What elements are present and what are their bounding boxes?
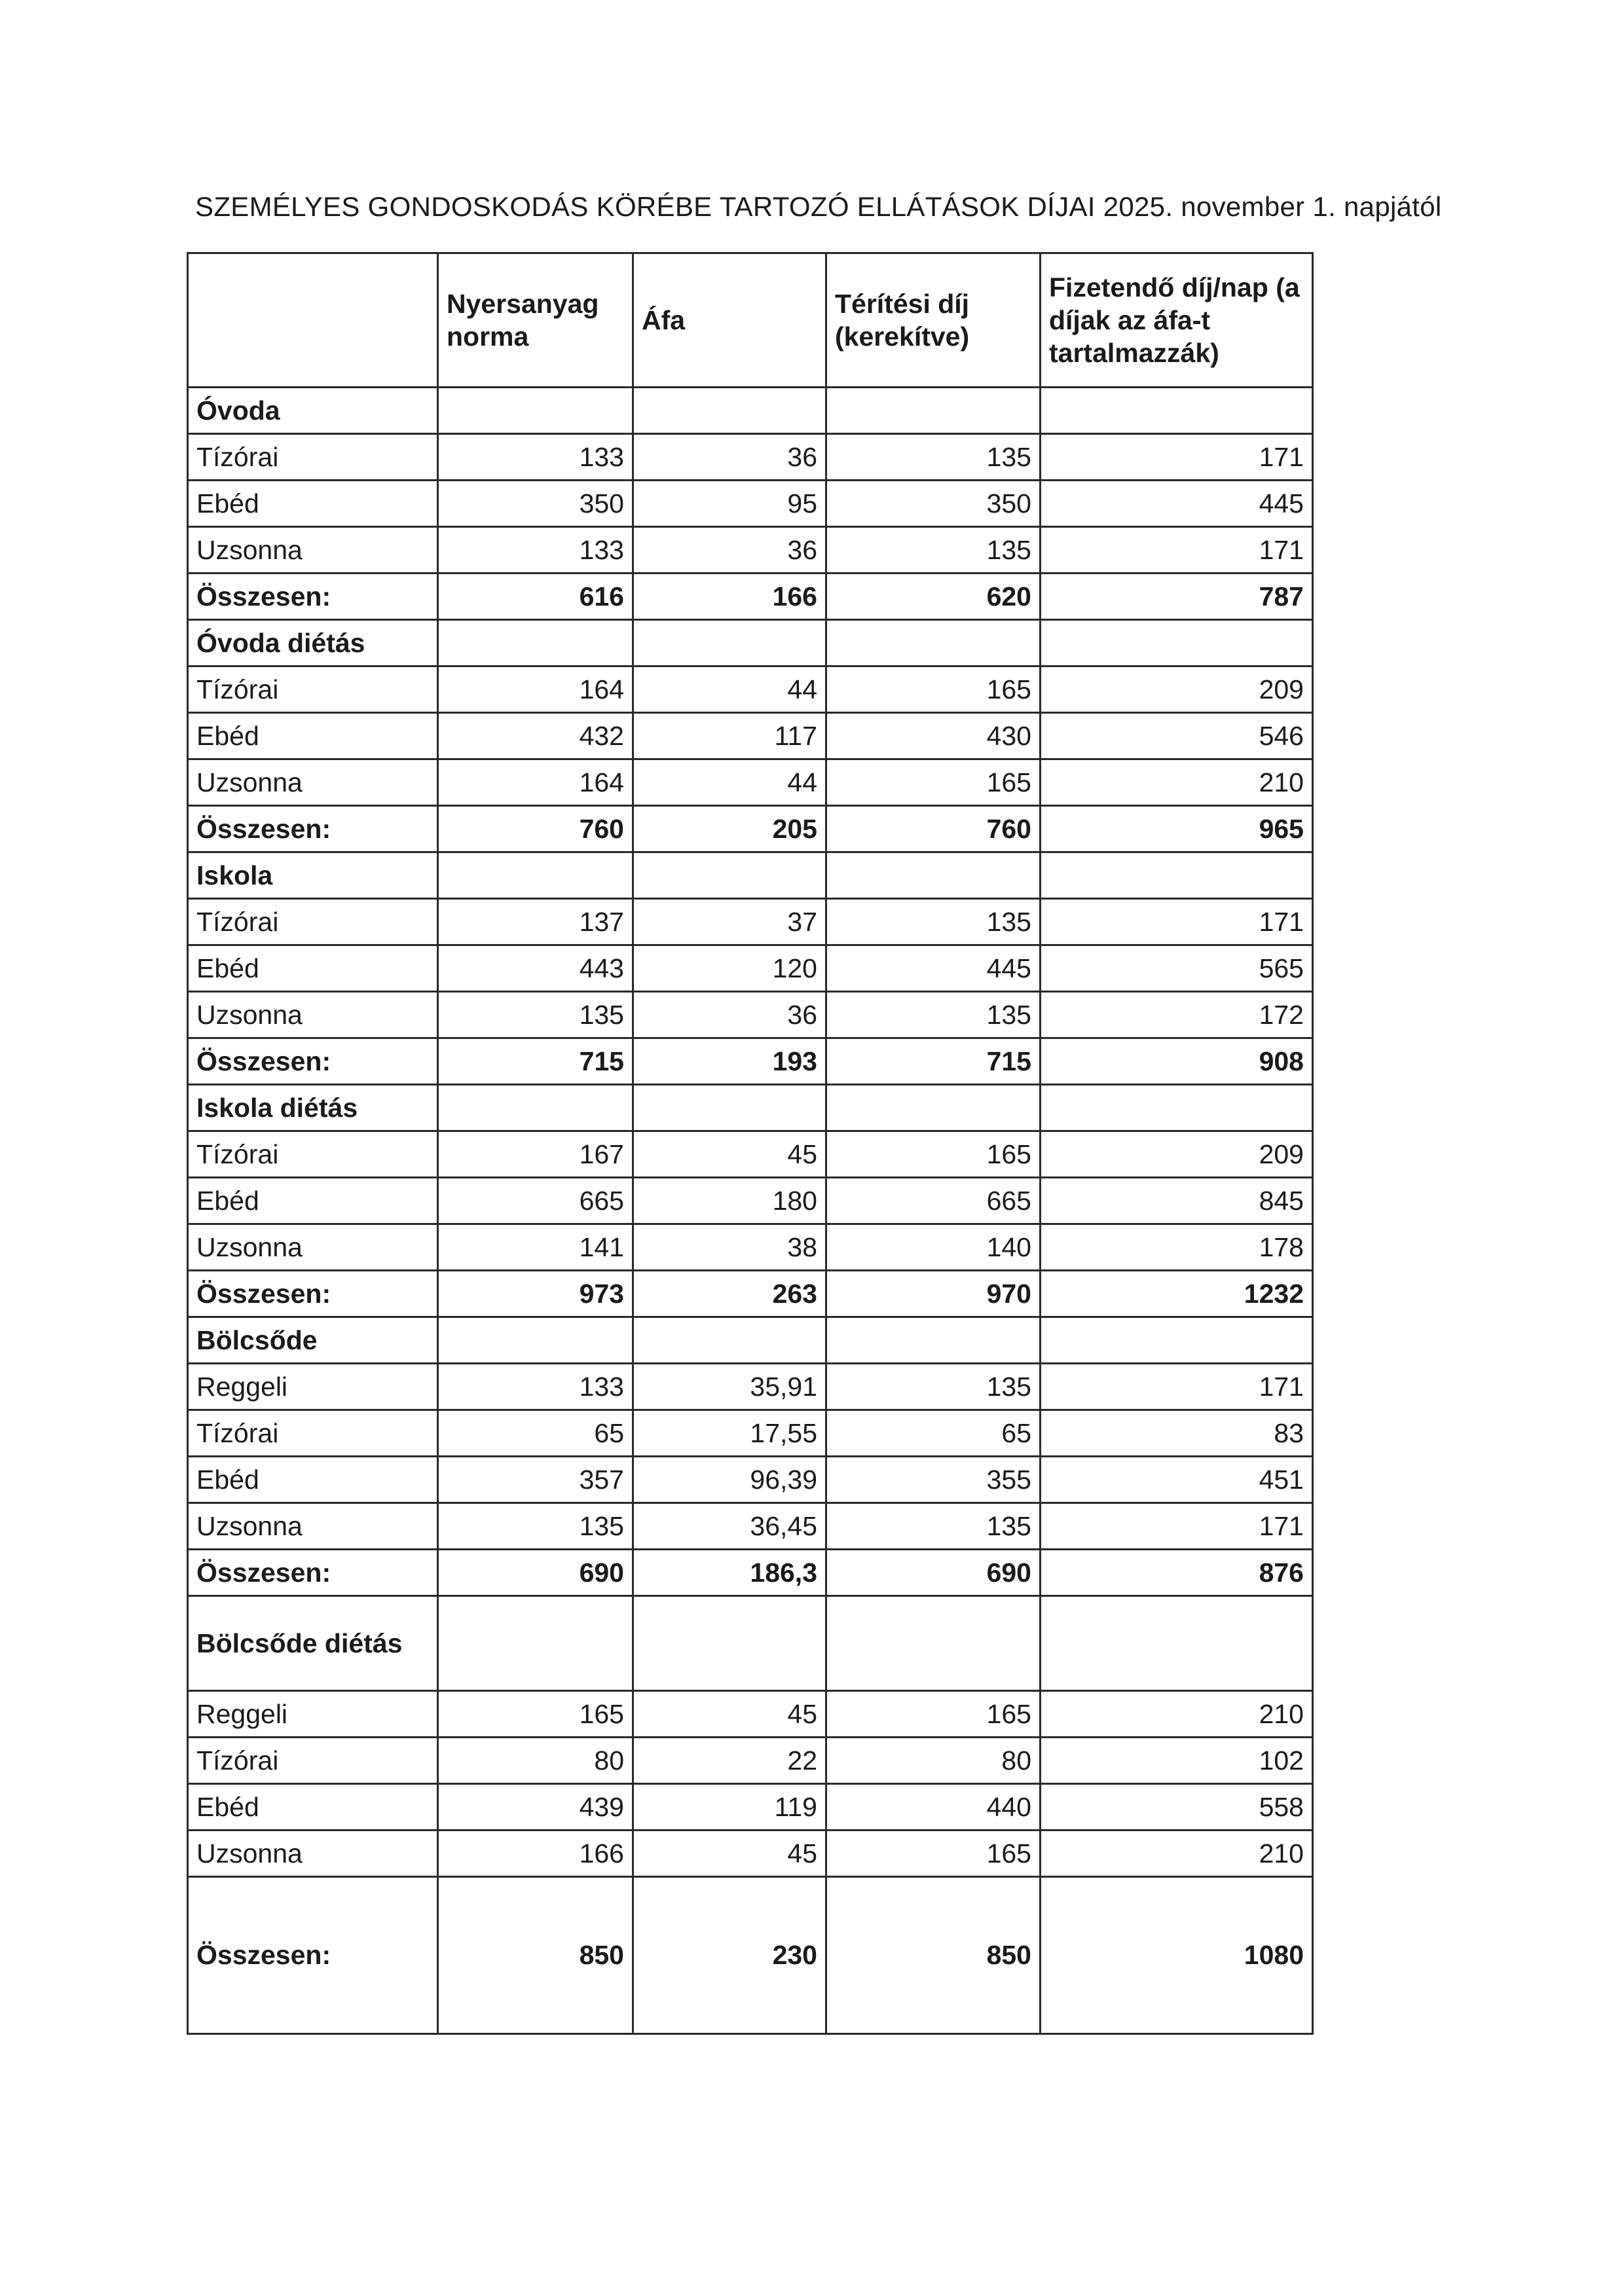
value-cell: 171 xyxy=(1041,1503,1313,1550)
value-cell: 973 xyxy=(438,1271,633,1317)
value-cell: 430 xyxy=(826,713,1041,759)
row-label: Tízórai xyxy=(188,666,438,713)
header-cell xyxy=(188,253,438,388)
value-cell: 135 xyxy=(826,899,1041,945)
value-cell: 80 xyxy=(438,1738,633,1784)
header-cell: Fizetendő díj/nap (a díjak az áfa-t tartalmazzák) xyxy=(1041,253,1313,388)
value-cell: 186,3 xyxy=(633,1550,826,1596)
value-cell xyxy=(1041,620,1313,666)
table-row xyxy=(188,1131,1313,1178)
value-cell: 17,55 xyxy=(633,1410,826,1457)
value-cell: 1232 xyxy=(1041,1271,1313,1317)
value-cell: 164 xyxy=(438,759,633,806)
table-row xyxy=(188,1503,1313,1550)
table-row xyxy=(188,1178,1313,1224)
value-cell: 845 xyxy=(1041,1178,1313,1224)
section-row xyxy=(188,1317,1313,1364)
value-cell: 133 xyxy=(438,527,633,574)
value-cell xyxy=(826,852,1041,899)
value-cell: 210 xyxy=(1041,1831,1313,1877)
value-cell: 965 xyxy=(1041,806,1313,852)
value-cell: 135 xyxy=(438,1503,633,1550)
value-cell: 117 xyxy=(633,713,826,759)
table-row xyxy=(188,1224,1313,1271)
table-row xyxy=(188,1457,1313,1503)
value-cell: 171 xyxy=(1041,899,1313,945)
row-label: Ebéd xyxy=(188,1784,438,1831)
value-cell: 546 xyxy=(1041,713,1313,759)
table-row xyxy=(188,481,1313,527)
value-cell: 133 xyxy=(438,1364,633,1410)
value-cell: 36,45 xyxy=(633,1503,826,1550)
value-cell: 165 xyxy=(826,759,1041,806)
table-row xyxy=(188,1784,1313,1831)
value-cell: 180 xyxy=(633,1178,826,1224)
row-label: Ebéd xyxy=(188,945,438,992)
value-cell xyxy=(633,620,826,666)
row-label: Tízórai xyxy=(188,434,438,481)
value-cell: 445 xyxy=(1041,481,1313,527)
value-cell: 355 xyxy=(826,1457,1041,1503)
value-cell: 690 xyxy=(438,1550,633,1596)
row-label: Tízórai xyxy=(188,899,438,945)
value-cell: 65 xyxy=(438,1410,633,1457)
table-row xyxy=(188,713,1313,759)
value-cell: 209 xyxy=(1041,666,1313,713)
value-cell: 210 xyxy=(1041,1691,1313,1738)
table-row xyxy=(188,666,1313,713)
value-cell: 908 xyxy=(1041,1038,1313,1085)
value-cell xyxy=(633,388,826,434)
section-row xyxy=(188,1085,1313,1131)
value-cell: 135 xyxy=(826,434,1041,481)
row-label: Tízórai xyxy=(188,1738,438,1784)
value-cell: 135 xyxy=(826,992,1041,1038)
value-cell: 193 xyxy=(633,1038,826,1085)
value-cell: 140 xyxy=(826,1224,1041,1271)
value-cell: 451 xyxy=(1041,1457,1313,1503)
value-cell: 165 xyxy=(826,1131,1041,1178)
value-cell: 96,39 xyxy=(633,1457,826,1503)
value-cell: 167 xyxy=(438,1131,633,1178)
value-cell xyxy=(1041,1596,1313,1691)
value-cell xyxy=(1041,1317,1313,1364)
section-row xyxy=(188,852,1313,899)
table-row xyxy=(188,1364,1313,1410)
value-cell: 178 xyxy=(1041,1224,1313,1271)
value-cell: 166 xyxy=(633,574,826,620)
row-label: Uzsonna xyxy=(188,759,438,806)
row-label: Óvoda diétás xyxy=(188,620,438,666)
value-cell xyxy=(633,1085,826,1131)
value-cell: 787 xyxy=(1041,574,1313,620)
value-cell: 45 xyxy=(633,1691,826,1738)
row-label: Uzsonna xyxy=(188,992,438,1038)
value-cell xyxy=(633,852,826,899)
row-label: Ebéd xyxy=(188,713,438,759)
table-row xyxy=(188,527,1313,574)
value-cell: 970 xyxy=(826,1271,1041,1317)
value-cell: 165 xyxy=(826,1691,1041,1738)
value-cell: 558 xyxy=(1041,1784,1313,1831)
table-row xyxy=(188,899,1313,945)
fee-table xyxy=(187,252,1314,2035)
value-cell: 95 xyxy=(633,481,826,527)
value-cell: 36 xyxy=(633,527,826,574)
value-cell: 166 xyxy=(438,1831,633,1877)
total-row xyxy=(188,574,1313,620)
value-cell: 36 xyxy=(633,434,826,481)
value-cell: 37 xyxy=(633,899,826,945)
value-cell: 38 xyxy=(633,1224,826,1271)
value-cell: 171 xyxy=(1041,527,1313,574)
section-row xyxy=(188,620,1313,666)
value-cell: 83 xyxy=(1041,1410,1313,1457)
value-cell: 22 xyxy=(633,1738,826,1784)
value-cell xyxy=(826,1596,1041,1691)
value-cell xyxy=(633,1317,826,1364)
fee-table-body xyxy=(188,253,1313,2034)
value-cell: 172 xyxy=(1041,992,1313,1038)
total-row xyxy=(188,1038,1313,1085)
row-label: Ebéd xyxy=(188,481,438,527)
row-label: Ebéd xyxy=(188,1457,438,1503)
total-row xyxy=(188,1877,1313,2034)
document-title: SZEMÉLYES GONDOSKODÁS KÖRÉBE TARTOZÓ ELLÁTÁSOK DÍJAI 2025. november 1. napjától xyxy=(195,191,1442,222)
row-label: Összesen: xyxy=(188,1550,438,1596)
row-label: Tízórai xyxy=(188,1410,438,1457)
value-cell: 135 xyxy=(826,527,1041,574)
row-label: Bölcsőde xyxy=(188,1317,438,1364)
row-label: Összesen: xyxy=(188,1038,438,1085)
value-cell: 165 xyxy=(826,666,1041,713)
value-cell: 135 xyxy=(826,1364,1041,1410)
value-cell: 36 xyxy=(633,992,826,1038)
row-label: Uzsonna xyxy=(188,527,438,574)
value-cell: 715 xyxy=(826,1038,1041,1085)
value-cell: 263 xyxy=(633,1271,826,1317)
row-label: Uzsonna xyxy=(188,1831,438,1877)
value-cell: 135 xyxy=(438,992,633,1038)
row-label: Óvoda xyxy=(188,388,438,434)
value-cell: 119 xyxy=(633,1784,826,1831)
header-cell: Térítési díj (kerekítve) xyxy=(826,253,1041,388)
value-cell: 565 xyxy=(1041,945,1313,992)
section-row xyxy=(188,388,1313,434)
value-cell: 210 xyxy=(1041,759,1313,806)
value-cell xyxy=(826,1085,1041,1131)
total-row xyxy=(188,1271,1313,1317)
row-label: Uzsonna xyxy=(188,1224,438,1271)
value-cell: 137 xyxy=(438,899,633,945)
value-cell: 35,91 xyxy=(633,1364,826,1410)
table-row xyxy=(188,1691,1313,1738)
row-label: Összesen: xyxy=(188,574,438,620)
value-cell xyxy=(438,852,633,899)
value-cell: 209 xyxy=(1041,1131,1313,1178)
value-cell: 439 xyxy=(438,1784,633,1831)
table-row xyxy=(188,1738,1313,1784)
value-cell: 44 xyxy=(633,666,826,713)
value-cell: 665 xyxy=(438,1178,633,1224)
value-cell: 45 xyxy=(633,1131,826,1178)
value-cell xyxy=(1041,1085,1313,1131)
value-cell: 133 xyxy=(438,434,633,481)
header-row xyxy=(188,253,1313,388)
value-cell: 205 xyxy=(633,806,826,852)
value-cell xyxy=(1041,388,1313,434)
row-label: Összesen: xyxy=(188,1271,438,1317)
value-cell xyxy=(438,1317,633,1364)
value-cell: 850 xyxy=(438,1877,633,2034)
value-cell: 350 xyxy=(826,481,1041,527)
value-cell: 45 xyxy=(633,1831,826,1877)
value-cell: 120 xyxy=(633,945,826,992)
table-row xyxy=(188,1410,1313,1457)
value-cell xyxy=(826,1317,1041,1364)
value-cell: 80 xyxy=(826,1738,1041,1784)
row-label: Iskola diétás xyxy=(188,1085,438,1131)
value-cell: 616 xyxy=(438,574,633,620)
value-cell xyxy=(438,1085,633,1131)
value-cell: 102 xyxy=(1041,1738,1313,1784)
table-row xyxy=(188,434,1313,481)
value-cell: 1080 xyxy=(1041,1877,1313,2034)
header-cell: Áfa xyxy=(633,253,826,388)
value-cell: 357 xyxy=(438,1457,633,1503)
value-cell: 445 xyxy=(826,945,1041,992)
value-cell: 760 xyxy=(826,806,1041,852)
value-cell: 171 xyxy=(1041,1364,1313,1410)
row-label: Bölcsőde diétás xyxy=(188,1596,438,1691)
table-row xyxy=(188,1831,1313,1877)
value-cell: 230 xyxy=(633,1877,826,2034)
value-cell: 44 xyxy=(633,759,826,806)
value-cell xyxy=(1041,852,1313,899)
row-label: Összesen: xyxy=(188,1877,438,2034)
value-cell: 665 xyxy=(826,1178,1041,1224)
value-cell: 171 xyxy=(1041,434,1313,481)
row-label: Iskola xyxy=(188,852,438,899)
value-cell xyxy=(633,1596,826,1691)
value-cell xyxy=(438,1596,633,1691)
header-cell: Nyersanyag norma xyxy=(438,253,633,388)
value-cell: 165 xyxy=(826,1831,1041,1877)
value-cell: 350 xyxy=(438,481,633,527)
row-label: Reggeli xyxy=(188,1691,438,1738)
value-cell: 443 xyxy=(438,945,633,992)
value-cell xyxy=(826,388,1041,434)
value-cell: 65 xyxy=(826,1410,1041,1457)
value-cell xyxy=(438,388,633,434)
table-row xyxy=(188,759,1313,806)
table-row xyxy=(188,992,1313,1038)
value-cell: 760 xyxy=(438,806,633,852)
value-cell: 876 xyxy=(1041,1550,1313,1596)
value-cell: 165 xyxy=(438,1691,633,1738)
value-cell: 440 xyxy=(826,1784,1041,1831)
value-cell: 164 xyxy=(438,666,633,713)
value-cell: 141 xyxy=(438,1224,633,1271)
row-label: Uzsonna xyxy=(188,1503,438,1550)
total-row xyxy=(188,1550,1313,1596)
value-cell: 432 xyxy=(438,713,633,759)
value-cell: 620 xyxy=(826,574,1041,620)
value-cell: 715 xyxy=(438,1038,633,1085)
row-label: Ebéd xyxy=(188,1178,438,1224)
value-cell xyxy=(826,620,1041,666)
total-row xyxy=(188,806,1313,852)
table-row xyxy=(188,945,1313,992)
row-label: Tízórai xyxy=(188,1131,438,1178)
value-cell: 690 xyxy=(826,1550,1041,1596)
row-label: Összesen: xyxy=(188,806,438,852)
section-row xyxy=(188,1596,1313,1691)
value-cell: 135 xyxy=(826,1503,1041,1550)
value-cell xyxy=(438,620,633,666)
row-label: Reggeli xyxy=(188,1364,438,1410)
value-cell: 850 xyxy=(826,1877,1041,2034)
